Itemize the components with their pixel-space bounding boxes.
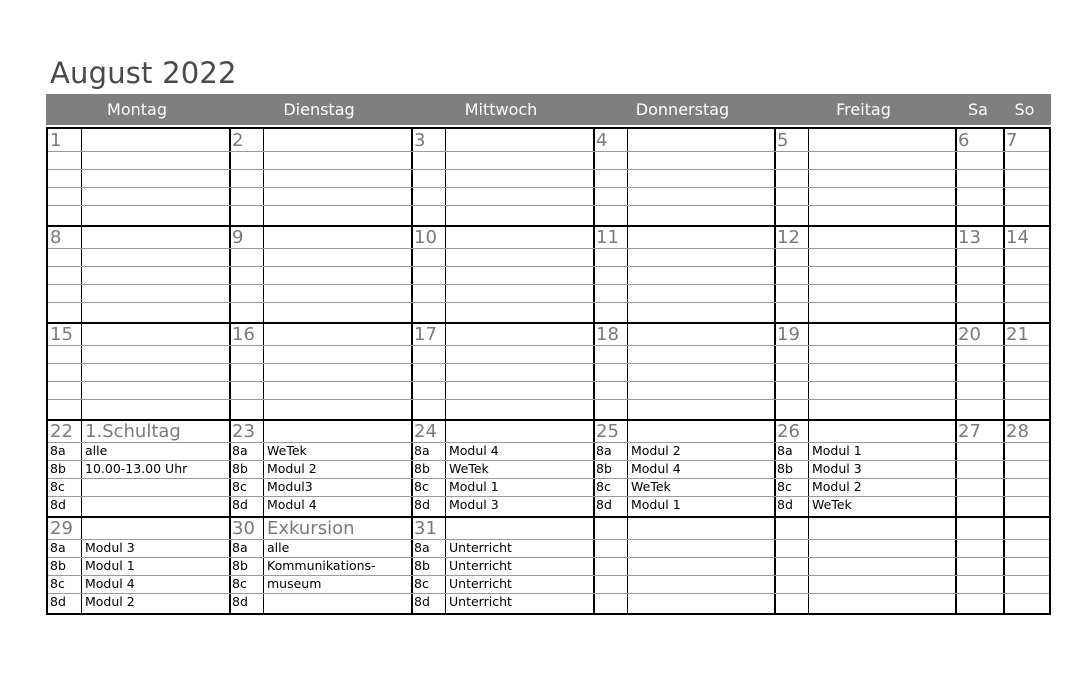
row-line <box>48 460 1049 461</box>
class-entry: Modul 2 <box>85 594 135 609</box>
row-line <box>48 557 1049 558</box>
class-entry: Unterricht <box>449 594 512 609</box>
row-line <box>48 302 1049 303</box>
class-label-8d: 8d <box>414 594 430 609</box>
day-number: 28 <box>1006 421 1029 442</box>
day-title: 1.Schultag <box>85 421 181 442</box>
class-label-8a: 8a <box>596 443 612 458</box>
class-column-separator <box>808 129 809 613</box>
day-number: 8 <box>50 227 62 248</box>
class-label-8d: 8d <box>232 594 248 609</box>
weekday-label-donnerstag: Donnerstag <box>635 100 730 119</box>
day-separator <box>1003 129 1005 613</box>
row-line <box>48 575 1049 576</box>
class-label-8a: 8a <box>414 443 430 458</box>
day-title: Exkursion <box>267 518 355 539</box>
class-entry: Modul 4 <box>449 443 499 458</box>
day-number: 15 <box>50 324 73 345</box>
class-label-8b: 8b <box>232 558 248 573</box>
day-separator <box>411 129 413 613</box>
class-entry: Modul 2 <box>631 443 681 458</box>
day-number: 10 <box>414 227 437 248</box>
row-line <box>48 169 1049 170</box>
class-entry: 10.00-13.00 Uhr <box>85 461 188 476</box>
row-line <box>48 363 1049 364</box>
class-column-separator <box>81 129 82 613</box>
class-label-8b: 8b <box>232 461 248 476</box>
class-entry: museum <box>267 576 322 591</box>
class-label-8a: 8a <box>232 443 248 458</box>
row-line <box>48 478 1049 479</box>
day-separator <box>229 129 231 613</box>
day-number: 13 <box>958 227 981 248</box>
day-number: 21 <box>1006 324 1029 345</box>
day-number: 29 <box>50 518 73 539</box>
class-entry: alle <box>85 443 108 458</box>
class-label-8b: 8b <box>596 461 612 476</box>
day-number: 7 <box>1006 130 1018 151</box>
class-entry: Modul 1 <box>85 558 135 573</box>
row-line <box>48 205 1049 206</box>
week-separator <box>48 516 1049 518</box>
class-entry: Modul 3 <box>85 540 135 555</box>
day-number: 4 <box>596 130 608 151</box>
row-line <box>48 496 1049 497</box>
class-label-8a: 8a <box>777 443 793 458</box>
class-entry: Modul 2 <box>812 479 862 494</box>
class-entry: Modul 1 <box>812 443 862 458</box>
day-number: 23 <box>232 421 255 442</box>
class-label-8a: 8a <box>232 540 248 555</box>
class-entry: alle <box>267 540 290 555</box>
page-title: August 2022 <box>50 56 237 90</box>
day-number: 30 <box>232 518 255 539</box>
weekday-label-montag: Montag <box>107 100 167 119</box>
class-label-8b: 8b <box>414 558 430 573</box>
class-label-8d: 8d <box>596 497 612 512</box>
weekday-label-freitag: Freitag <box>836 100 891 119</box>
week-separator <box>48 225 1049 227</box>
class-entry: Modul 4 <box>267 497 317 512</box>
day-number: 31 <box>414 518 437 539</box>
weekday-label-dienstag: Dienstag <box>283 100 355 119</box>
class-column-separator <box>627 129 628 613</box>
class-label-8b: 8b <box>50 558 66 573</box>
row-line <box>48 187 1049 188</box>
day-number: 16 <box>232 324 255 345</box>
row-line <box>48 539 1049 540</box>
row-line <box>48 345 1049 346</box>
day-number: 6 <box>958 130 970 151</box>
class-label-8b: 8b <box>50 461 66 476</box>
weekday-label-sa: Sa <box>968 100 988 119</box>
class-label-8c: 8c <box>414 479 429 494</box>
day-number: 11 <box>596 227 619 248</box>
day-separator <box>774 129 776 613</box>
day-number: 22 <box>50 421 73 442</box>
day-number: 20 <box>958 324 981 345</box>
row-line <box>48 442 1049 443</box>
class-entry: Modul 4 <box>85 576 135 591</box>
day-separator <box>593 129 595 613</box>
class-entry: WeTek <box>267 443 307 458</box>
row-line <box>48 248 1049 249</box>
class-column-separator <box>263 129 264 613</box>
weekday-label-so: So <box>1014 100 1035 119</box>
row-line <box>48 266 1049 267</box>
class-entry: Unterricht <box>449 576 512 591</box>
class-entry: Unterricht <box>449 558 512 573</box>
row-line <box>48 399 1049 400</box>
class-label-8b: 8b <box>777 461 793 476</box>
day-number: 24 <box>414 421 437 442</box>
class-label-8c: 8c <box>232 479 247 494</box>
class-entry: WeTek <box>631 479 671 494</box>
day-number: 2 <box>232 130 244 151</box>
class-label-8a: 8a <box>414 540 430 555</box>
class-label-8a: 8a <box>50 540 66 555</box>
class-label-8c: 8c <box>50 576 65 591</box>
class-label-8d: 8d <box>777 497 793 512</box>
weekday-header <box>46 94 1051 125</box>
class-entry: Modul 4 <box>631 461 681 476</box>
week-separator <box>48 419 1049 421</box>
class-entry: Kommunikations- <box>267 558 376 573</box>
row-line <box>48 381 1049 382</box>
row-line <box>48 284 1049 285</box>
day-number: 1 <box>50 130 62 151</box>
class-label-8d: 8d <box>50 594 66 609</box>
day-number: 27 <box>958 421 981 442</box>
class-label-8d: 8d <box>232 497 248 512</box>
day-number: 9 <box>232 227 244 248</box>
row-line <box>48 151 1049 152</box>
day-number: 19 <box>777 324 800 345</box>
class-column-separator <box>445 129 446 613</box>
day-number: 3 <box>414 130 426 151</box>
class-label-8c: 8c <box>414 576 429 591</box>
class-label-8c: 8c <box>232 576 247 591</box>
day-number: 17 <box>414 324 437 345</box>
day-number: 5 <box>777 130 789 151</box>
class-label-8c: 8c <box>596 479 611 494</box>
class-entry: Modul 3 <box>449 497 499 512</box>
day-number: 26 <box>777 421 800 442</box>
class-label-8c: 8c <box>777 479 792 494</box>
day-separator <box>955 129 957 613</box>
week-separator <box>48 322 1049 324</box>
class-entry: Modul 3 <box>812 461 862 476</box>
day-number: 18 <box>596 324 619 345</box>
class-label-8d: 8d <box>50 497 66 512</box>
calendar-grid <box>46 127 1051 615</box>
class-label-8b: 8b <box>414 461 430 476</box>
class-label-8c: 8c <box>50 479 65 494</box>
day-number: 14 <box>1006 227 1029 248</box>
class-entry: Modul 1 <box>449 479 499 494</box>
class-label-8d: 8d <box>414 497 430 512</box>
class-entry: Unterricht <box>449 540 512 555</box>
class-entry: Modul3 <box>267 479 313 494</box>
row-line <box>48 593 1049 594</box>
class-entry: WeTek <box>449 461 489 476</box>
class-entry: Modul 1 <box>631 497 681 512</box>
day-number: 25 <box>596 421 619 442</box>
class-label-8a: 8a <box>50 443 66 458</box>
day-number: 12 <box>777 227 800 248</box>
class-entry: WeTek <box>812 497 852 512</box>
weekday-label-mittwoch: Mittwoch <box>464 100 538 119</box>
class-entry: Modul 2 <box>267 461 317 476</box>
